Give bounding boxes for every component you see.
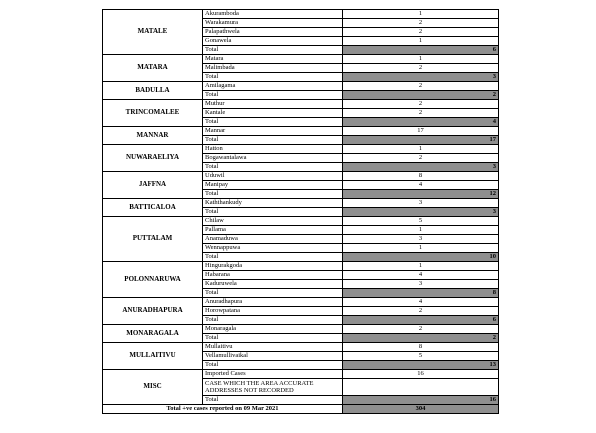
district-case-table <box>102 9 499 414</box>
table-row <box>103 55 499 64</box>
case-count: 4 <box>343 298 499 307</box>
district-total: 2 <box>343 91 499 100</box>
table-row <box>103 343 499 352</box>
district-total: 6 <box>343 316 499 325</box>
district-total: 10 <box>343 253 499 262</box>
table-row <box>103 370 499 379</box>
district-name: PUTTALAM <box>103 217 203 262</box>
case-count: 8 <box>343 343 499 352</box>
district-name: MONARAGALA <box>103 325 203 343</box>
district-name: MULLAITIVU <box>103 343 203 370</box>
district-name: MATALE <box>103 10 203 55</box>
total-label: Total <box>203 91 343 100</box>
district-name: BATTICALOA <box>103 199 203 217</box>
area-name: Hingurakgoda <box>203 262 343 271</box>
area-name: Malimbada <box>203 64 343 73</box>
district-name: TRINCOMALEE <box>103 100 203 127</box>
district-total: 3 <box>343 208 499 217</box>
area-name: Mannar <box>203 127 343 136</box>
district-total: 12 <box>343 190 499 199</box>
case-count: 2 <box>343 100 499 109</box>
district-name: MANNAR <box>103 127 203 145</box>
district-total: 13 <box>343 361 499 370</box>
area-name: Chilaw <box>203 217 343 226</box>
case-count: 4 <box>343 181 499 190</box>
table-row <box>103 298 499 307</box>
table-row <box>103 217 499 226</box>
area-name: Matara <box>203 55 343 64</box>
area-name: Kaduruwela <box>203 280 343 289</box>
district-total: 3 <box>343 163 499 172</box>
case-count: 1 <box>343 145 499 154</box>
area-name: Kaththankudy <box>203 199 343 208</box>
case-count: 2 <box>343 19 499 28</box>
grand-total-value: 304 <box>343 405 499 414</box>
case-count: 16 <box>343 370 499 379</box>
area-name: Palapathwela <box>203 28 343 37</box>
case-count: 8 <box>343 172 499 181</box>
total-label: Total <box>203 316 343 325</box>
case-count: 1 <box>343 10 499 19</box>
table-row <box>103 100 499 109</box>
case-count: 2 <box>343 64 499 73</box>
total-label: Total <box>203 190 343 199</box>
district-name: BADULLA <box>103 82 203 100</box>
table-row <box>103 145 499 154</box>
area-name: Habarana <box>203 271 343 280</box>
case-count: 2 <box>343 325 499 334</box>
district-name: JAFFNA <box>103 172 203 199</box>
area-name: Bogawantalawa <box>203 154 343 163</box>
case-count: 5 <box>343 352 499 361</box>
total-label: Total <box>203 73 343 82</box>
area-name: Akuramboda <box>203 10 343 19</box>
total-label: Total <box>203 334 343 343</box>
district-total: 6 <box>343 46 499 55</box>
area-name: Uduwil <box>203 172 343 181</box>
case-count: 17 <box>343 127 499 136</box>
district-total: 16 <box>343 396 499 405</box>
table-row <box>103 199 499 208</box>
case-count: 2 <box>343 82 499 91</box>
area-name: Monaragala <box>203 325 343 334</box>
district-name: NUWARAELIYA <box>103 145 203 172</box>
case-count: 2 <box>343 154 499 163</box>
district-total: 17 <box>343 136 499 145</box>
case-count <box>343 379 499 396</box>
area-name: Amilagama <box>203 82 343 91</box>
total-label: Total <box>203 289 343 298</box>
grand-total-label: Total +ve cases reported on 09 Mar 2021 <box>103 405 343 414</box>
case-count: 3 <box>343 235 499 244</box>
area-name: Kantale <box>203 109 343 118</box>
district-total: 3 <box>343 73 499 82</box>
area-name: Vellamullivaikal <box>203 352 343 361</box>
total-label: Total <box>203 136 343 145</box>
area-name: Mullaitivu <box>203 343 343 352</box>
area-name: Warakamura <box>203 19 343 28</box>
area-name: Manipay <box>203 181 343 190</box>
table-row <box>103 262 499 271</box>
table-row <box>103 127 499 136</box>
total-label: Total <box>203 118 343 127</box>
district-case-table-container <box>102 9 498 414</box>
district-total: 2 <box>343 334 499 343</box>
total-label: Total <box>203 361 343 370</box>
district-total: 8 <box>343 289 499 298</box>
table-row <box>103 172 499 181</box>
grand-total-row <box>103 405 499 414</box>
district-name: POLONNARUWA <box>103 262 203 298</box>
case-count: 1 <box>343 244 499 253</box>
district-name: MISC <box>103 370 203 405</box>
district-total: 4 <box>343 118 499 127</box>
case-count: 5 <box>343 217 499 226</box>
area-name: Imported Cases <box>203 370 343 379</box>
case-count: 2 <box>343 28 499 37</box>
district-case-table-body <box>103 10 499 414</box>
total-label: Total <box>203 163 343 172</box>
case-count: 3 <box>343 199 499 208</box>
case-count: 4 <box>343 271 499 280</box>
case-count: 3 <box>343 280 499 289</box>
area-name: Wennappuwa <box>203 244 343 253</box>
area-name: CASE WHICH THE AREA ACCURATE ADDRESSES NOT RECORDED <box>203 379 343 396</box>
area-name: Gonawela <box>203 37 343 46</box>
total-label: Total <box>203 208 343 217</box>
total-label: Total <box>203 396 343 405</box>
case-count: 1 <box>343 226 499 235</box>
area-name: Anamaduwa <box>203 235 343 244</box>
total-label: Total <box>203 253 343 262</box>
total-label: Total <box>203 46 343 55</box>
case-count: 1 <box>343 55 499 64</box>
area-name: Anuradhapura <box>203 298 343 307</box>
case-count: 2 <box>343 109 499 118</box>
area-name: Pallama <box>203 226 343 235</box>
area-name: Horowpatana <box>203 307 343 316</box>
area-name: Muthur <box>203 100 343 109</box>
area-name: Hatton <box>203 145 343 154</box>
table-row <box>103 10 499 19</box>
table-row <box>103 82 499 91</box>
case-count: 1 <box>343 37 499 46</box>
district-name: MATARA <box>103 55 203 82</box>
case-count: 2 <box>343 307 499 316</box>
district-name: ANURADHAPURA <box>103 298 203 325</box>
case-count: 1 <box>343 262 499 271</box>
table-row <box>103 325 499 334</box>
